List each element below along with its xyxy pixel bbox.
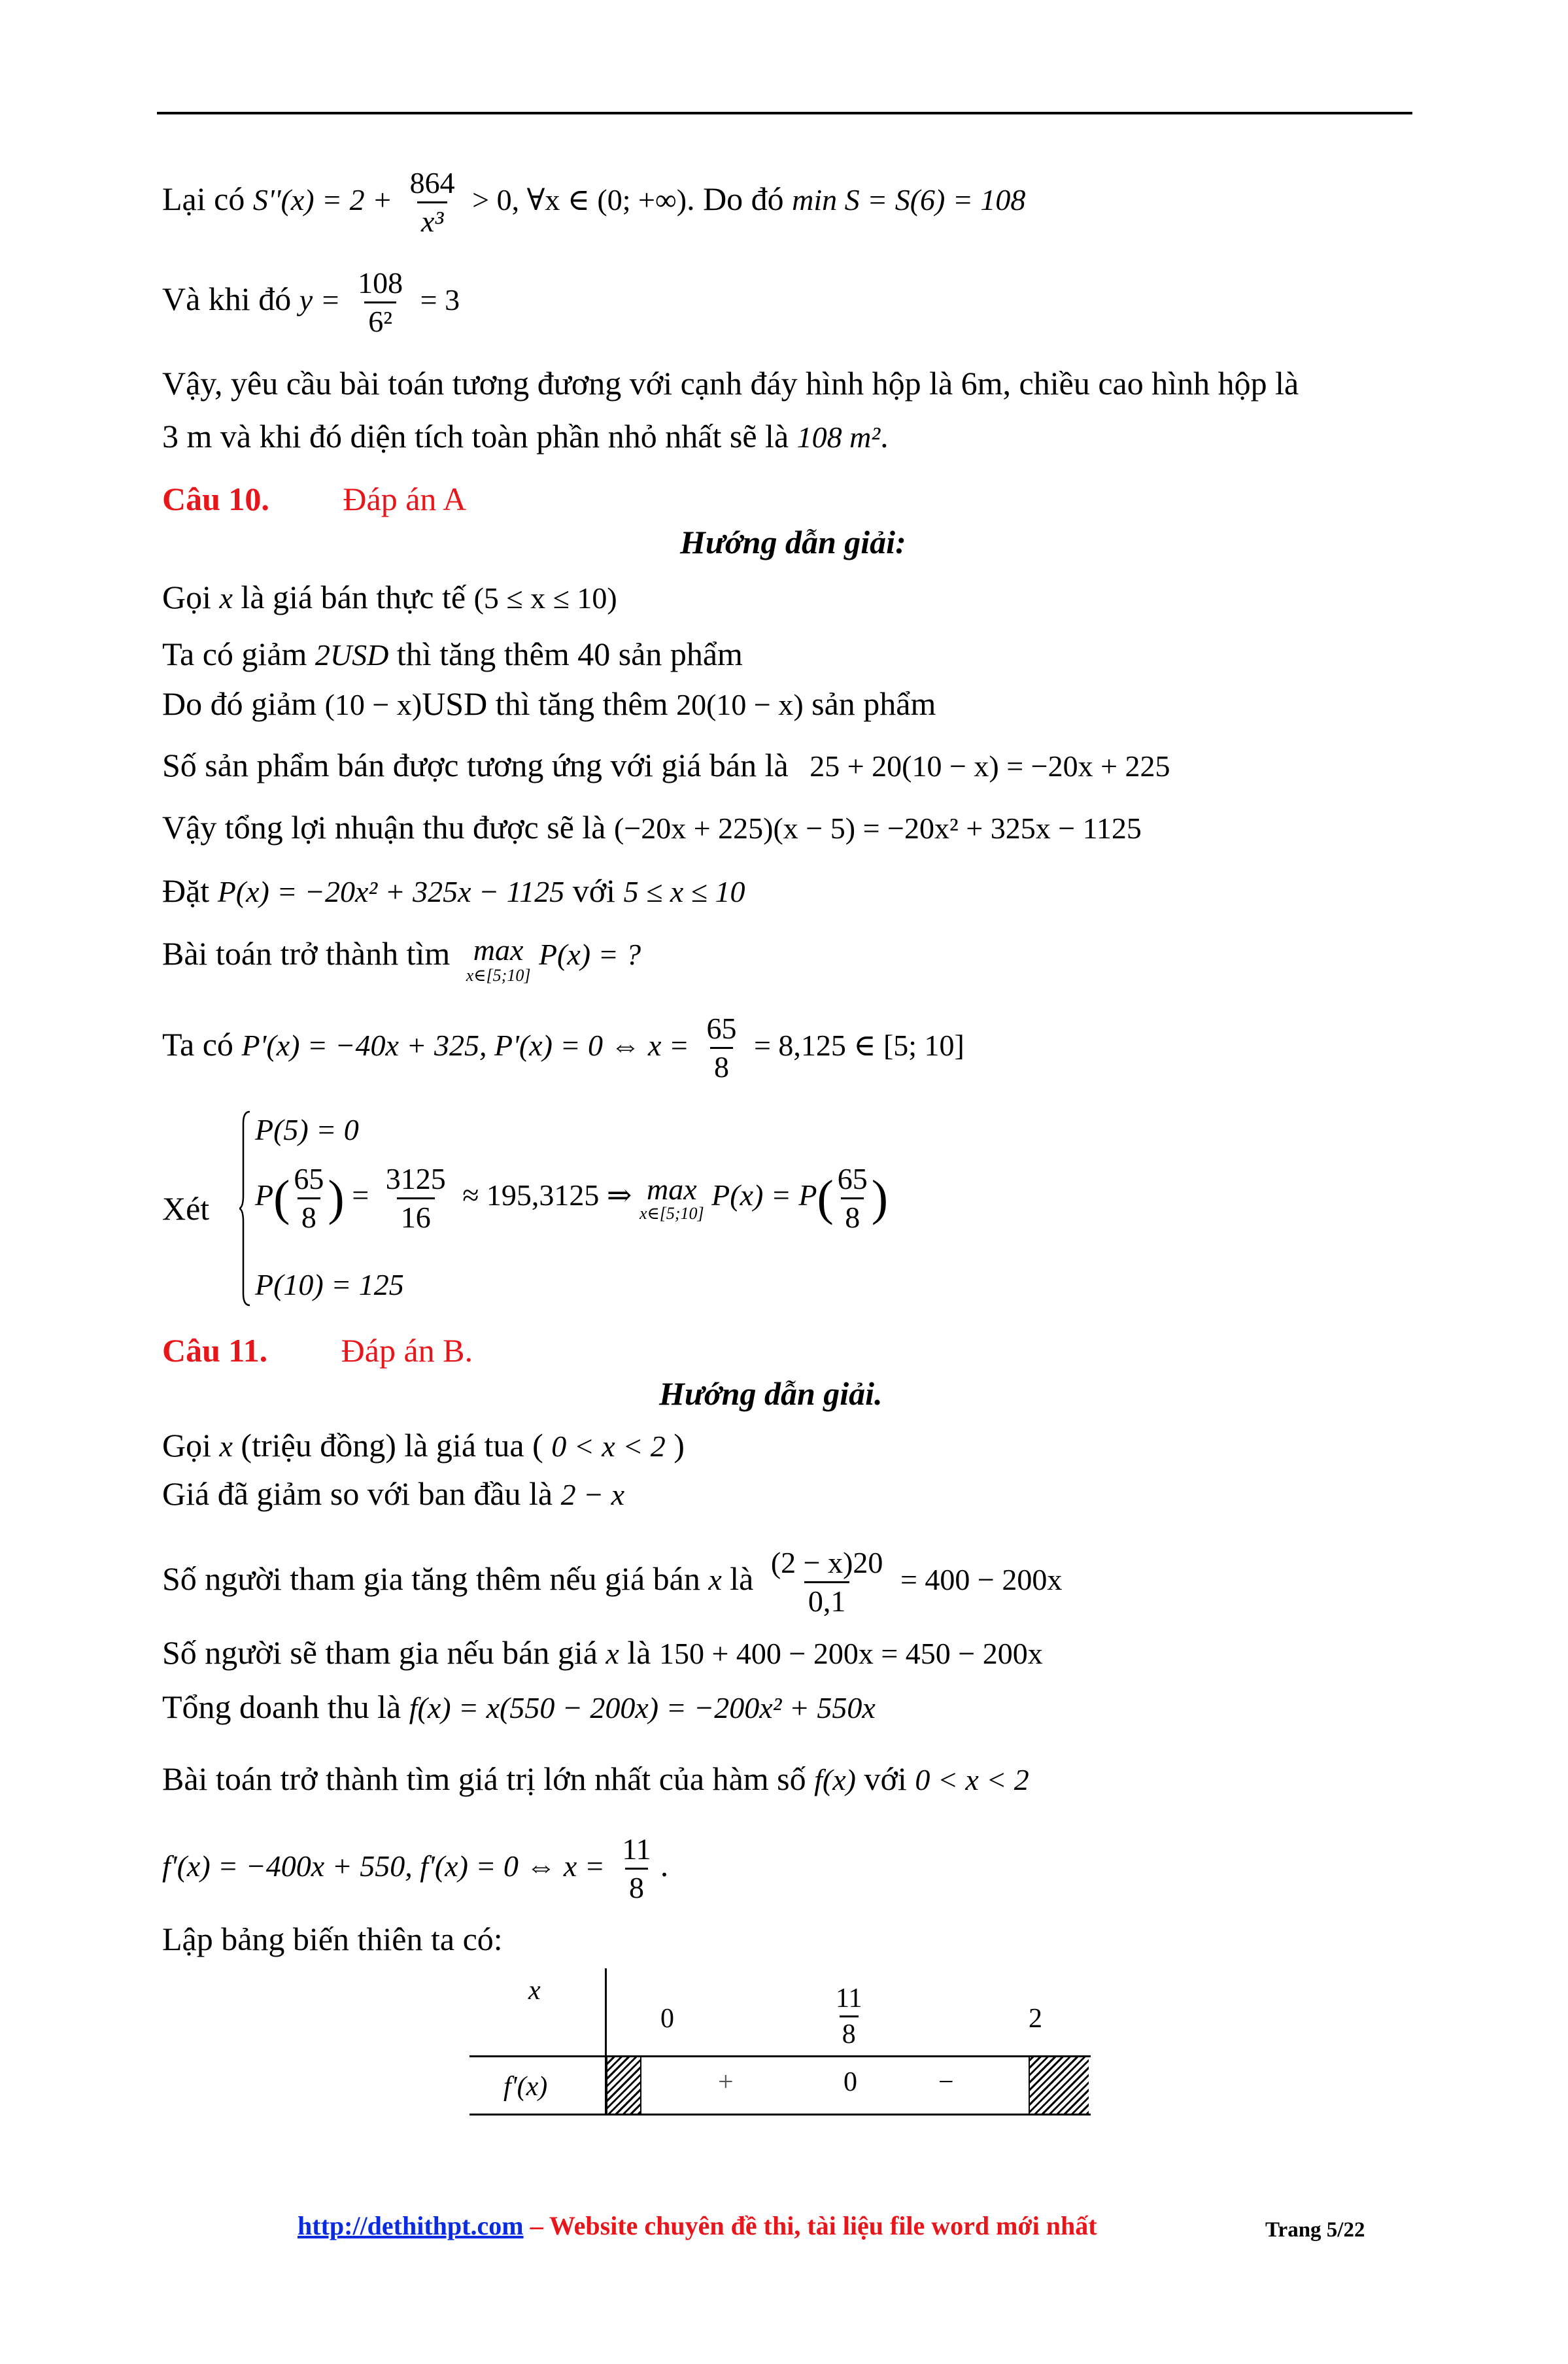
q10-line-e [162,808,1142,848]
numerator: (2 − x)20 [770,1546,883,1579]
math: x [219,1430,233,1463]
text: Giá đã giảm so với ban đầu là [162,1475,553,1512]
text: sản phẩm [811,685,936,722]
table-x-0: 0 [660,2004,674,2034]
q11-line-e [162,1687,876,1728]
math: f(x) = x(550 − 200x) = −200x² + 550x [409,1691,876,1724]
q11-line-f [162,1759,1029,1800]
footer-text: – Website chuyên đề thi, tài liệu file word mới nhất [523,2211,1097,2240]
text: . Do đó [687,180,784,217]
fraction [834,1161,872,1236]
question-11-header [162,1331,473,1370]
text: Ta có giảm [162,636,307,672]
q10-line-c [162,684,936,725]
table-hline [469,2114,1091,2116]
table-hatch-right [1029,2057,1089,2114]
math: x [708,1562,722,1596]
answer-label: Đáp án A [343,481,467,517]
text: là giá bán thực tế [241,579,466,615]
math: P(x) = −20x² + 325x − 1125 [217,875,565,908]
text: Số sản phẩm bán được tương ứng với giá bán là [162,747,789,783]
fraction [702,1010,740,1086]
math: (10 − x) [324,688,422,721]
max-operator [639,1174,704,1223]
max-subscript: x∈[5;10] [466,966,531,985]
table-hatch-left [606,2057,641,2114]
text: Đặt [162,872,210,909]
table-row-label-fprime: f'(x) [503,2072,548,2102]
text: Số người tham gia tăng thêm nếu giá bán [162,1560,700,1597]
text: Bài toán trở thành tìm giá trị lớn nhất của hàm số [162,1760,806,1797]
text: Gọi [162,579,211,615]
table-zero: 0 [844,2067,857,2097]
page-number: Trang 5/22 [1265,2218,1365,2242]
text: (triệu đồng) là giá tua ( [241,1427,543,1464]
math: 108 m² [796,420,881,454]
solution-heading: Hướng dẫn giải. [659,1375,883,1412]
math: = 3 [420,283,460,317]
math: S''(x) = 2 + [252,182,393,216]
paren: ( [817,1171,834,1225]
question-label: Câu 11. [162,1332,268,1369]
text: Vậy tổng lợi nhuận thu được sẽ là [162,809,606,846]
max-subscript: x∈[5;10] [639,1203,704,1223]
fraction [354,265,407,340]
math: = 400 − 200x [900,1562,1063,1596]
q11-line-d [162,1633,1043,1673]
math: = [352,1178,369,1212]
numerator: 108 [358,266,403,300]
text: là [730,1560,754,1597]
numerator: 864 [409,166,455,199]
answer-label: Đáp án B. [341,1332,473,1369]
math: x [219,581,233,615]
table-x-fraction [836,1981,862,2051]
math: > 0, ∀x ∈ (0; +∞) [472,182,687,216]
math: 0 < x < 2 [915,1763,1029,1796]
text: Lại có [162,180,245,217]
text: Gọi [162,1427,211,1464]
denominator: 8 [841,1197,864,1236]
text: Bài toán trở thành tìm [162,935,451,972]
text: USD thì tăng thêm [422,685,668,722]
numerator: 11 [622,1832,651,1866]
denominator: 6² [364,301,396,340]
text: . [880,418,889,454]
text: Số người sẽ tham gia nếu bán giá [162,1634,598,1671]
question-10-header [162,479,466,519]
line-y-value [162,265,460,340]
text: với [864,1760,907,1797]
math: P'(x) = −40x + 325, P'(x) = 0 ⇔ x = [241,1028,689,1062]
system-line-2 [255,1161,888,1236]
numerator: 3125 [385,1162,446,1195]
math: (−20x + 225)(x − 5) = −20x² + 325x − 1125 [613,812,1142,845]
math: f'(x) = −400x + 550, f'(x) = 0 ⇔ x = [162,1849,605,1883]
line-second-derivative [162,165,1025,240]
numerator: 65 [706,1012,737,1045]
fraction [406,165,459,240]
fraction [290,1161,328,1236]
max-label: max [647,1172,697,1206]
denominator: 0,1 [804,1581,850,1620]
line-conclusion-2 [162,417,889,457]
system-line-3: P(10) = 125 [255,1268,404,1301]
q10-line-g [162,934,641,985]
math: 2USD [315,638,389,672]
table-sign-minus: − [938,2067,954,2097]
q10-line-h [162,1010,964,1086]
text: với [572,872,616,909]
q11-line-b [162,1474,624,1515]
header-rule [157,112,1412,114]
fraction [618,1831,655,1906]
paren: ) [871,1171,889,1225]
text: Tổng doanh thu là [162,1688,401,1725]
footer-link[interactable]: http://dethithpt.com [298,2211,524,2240]
q10-line-b [162,634,743,675]
question-label: Câu 10. [162,481,269,517]
denominator: 8 [625,1868,648,1906]
q10-line-f [162,871,745,912]
footer [298,2210,1097,2241]
math: P(x) = P [711,1178,817,1212]
table-hline [469,2055,1091,2057]
table-sign-plus: + [718,2067,734,2097]
q10-line-a [162,577,617,618]
solution-heading: Hướng dẫn giải: [680,524,906,560]
system-line-1: P(5) = 0 [255,1113,359,1146]
q11-line-a [162,1426,685,1466]
text: Ta có [162,1025,233,1063]
table-row-label-x: x [528,1976,541,2006]
max-operator [466,934,531,985]
paren: ) [328,1171,345,1225]
numerator: 65 [837,1162,868,1195]
math: 150 + 400 − 200x = 450 − 200x [658,1637,1043,1670]
text: Do đó giảm [162,685,317,722]
text: thì tăng thêm 40 sản phẩm [396,636,743,672]
math: 5 ≤ x ≤ 10 [623,875,745,908]
denominator: 16 [397,1197,435,1236]
math: P [255,1178,274,1212]
paren: ( [273,1171,290,1225]
math: (5 ≤ x ≤ 10) [473,581,617,615]
math: P(x) = ? [538,938,641,971]
math: 20(10 − x) [676,688,804,721]
text: là [627,1634,651,1671]
math: 0 < x < 2 [551,1430,666,1463]
text: ) [673,1427,685,1464]
max-label: max [473,933,524,967]
denominator: 8 [840,2015,859,2051]
line-conclusion: Vậy, yêu cầu bài toán tương đương với cạnh đáy hình hộp là 6m, chiều cao hình hộp là [162,365,1299,402]
q11-line-h: Lập bảng biến thiên ta có: [162,1921,503,1957]
math: 2 − x [560,1478,625,1511]
math: ≈ 195,3125 ⇒ [462,1178,632,1212]
denominator: x³ [417,201,447,240]
math: min S = S(6) = 108 [792,182,1026,216]
fraction [382,1161,450,1236]
text: Và khi đó [162,280,292,317]
table-x-2: 2 [1029,2004,1042,2034]
text: 3 m và khi đó diện tích toàn phần nhỏ nhất sẽ là [162,418,789,454]
q11-line-c [162,1545,1062,1620]
math: x [605,1637,619,1670]
left-brace [239,1110,251,1307]
math: y = [299,283,341,317]
xet-label: Xét [162,1190,210,1227]
q11-line-g [162,1831,668,1906]
math: 25 + 20(10 − x) = −20x + 225 [810,749,1170,783]
q10-line-d [162,745,1170,786]
math: = 8,125 ∈ [5; 10] [753,1028,964,1062]
denominator: 8 [710,1047,733,1086]
numerator: 11 [836,1983,862,2013]
numerator: 65 [294,1162,324,1195]
math: f(x) [814,1763,856,1796]
text: . [660,1846,669,1883]
denominator: 8 [298,1197,320,1236]
fraction [767,1545,887,1620]
